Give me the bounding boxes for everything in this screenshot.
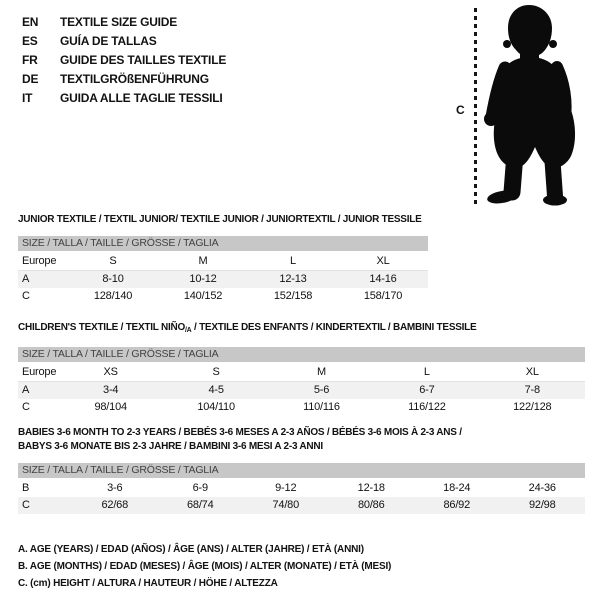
- lang-row-fr: [22, 51, 226, 70]
- size-column-header: XL: [525, 366, 539, 378]
- table-cell: 98/104: [94, 401, 127, 413]
- table-row-age: [18, 271, 428, 288]
- footnote-a: A. AGE (YEARS) / EDAD (AÑOS) / ÂGE (ANS) / ALTER (JAHRE) / ETÀ (ANNI): [18, 544, 364, 555]
- lang-title: GUIDE DES TAILLES TEXTILE: [60, 53, 227, 67]
- title-line-2: BABYS 3-6 MONATE BIS 2-3 JAHRE / BAMBINI 3-6 MESI A 2-3 ANNI: [18, 441, 323, 452]
- size-column-header: S: [109, 255, 117, 267]
- table-cell: 128/140: [93, 290, 133, 302]
- children-table-title: [18, 321, 585, 338]
- region-label: Europe: [22, 366, 57, 378]
- table-header-row: [18, 253, 428, 271]
- table-cell: 62/68: [101, 499, 129, 511]
- size-column-header: XS: [103, 366, 118, 378]
- table-row-height: [18, 399, 585, 416]
- language-title-list: [22, 13, 226, 108]
- children-textile-table: [18, 321, 585, 416]
- lang-code: EN: [22, 15, 39, 29]
- lang-code: IT: [22, 91, 33, 105]
- lang-code: FR: [22, 53, 38, 67]
- table-cell: 74/80: [272, 499, 300, 511]
- size-column-header: XL: [376, 255, 390, 267]
- table-cell: 5-6: [313, 384, 330, 396]
- table-cell: 8-10: [102, 273, 124, 285]
- region-label: Europe: [22, 255, 57, 267]
- row-label: C: [22, 499, 30, 511]
- table-cell: 12-18: [357, 482, 385, 494]
- title-text: / TEXTILE DES ENFANTS / KINDERTEXTIL / BAMBINI TESSILE: [191, 322, 477, 333]
- table-cell: 158/170: [363, 290, 403, 302]
- lang-row-es: [22, 32, 226, 51]
- size-column-header: S: [212, 366, 220, 378]
- junior-textile-table: [18, 213, 428, 305]
- table-cell: 6-7: [419, 384, 435, 396]
- table-cell: 3-4: [103, 384, 119, 396]
- lang-title: GUIDA ALLE TAGLIE TESSILI: [60, 91, 223, 105]
- lang-title: GUÍA DE TALLAS: [60, 34, 157, 48]
- table-cell: 68/74: [186, 499, 214, 511]
- table-cell: 7-8: [524, 384, 540, 396]
- table-cell: 122/128: [513, 401, 552, 413]
- size-column-header: L: [423, 366, 430, 378]
- row-label: C: [22, 290, 30, 302]
- table-cell: 92/98: [528, 499, 556, 511]
- lang-row-en: [22, 13, 226, 32]
- size-header-bar: SIZE / TALLA / TAILLE / GRÖSSE / TAGLIA: [18, 236, 428, 251]
- table-cell: 18-24: [443, 482, 471, 494]
- table-cell: 10-12: [189, 273, 217, 285]
- size-column-header: L: [290, 255, 296, 267]
- table-cell: 4-5: [208, 384, 224, 396]
- table-row-height: [18, 497, 585, 514]
- table-cell: 80/86: [357, 499, 385, 511]
- table-cell: 110/116: [303, 401, 340, 413]
- table-cell: 140/152: [183, 290, 223, 302]
- table-cell: 104/110: [197, 401, 235, 413]
- row-label: A: [22, 384, 30, 396]
- table-row-height: [18, 288, 428, 305]
- table-cell: 152/158: [273, 290, 313, 302]
- height-dotted-line: [474, 8, 477, 204]
- table-cell: 12-13: [279, 273, 307, 285]
- table-cell: 3-6: [107, 482, 123, 494]
- footnote-c: C. (cm) HEIGHT / ALTURA / HAUTEUR / HÖHE / ALTEZZA: [18, 578, 278, 589]
- lang-title: TEXTILE SIZE GUIDE: [60, 15, 178, 29]
- lang-code: DE: [22, 72, 39, 86]
- size-column-header: M: [198, 255, 208, 267]
- table-cell: 14-16: [369, 273, 397, 285]
- lang-row-de: [22, 70, 226, 89]
- table-row-age: [18, 382, 585, 399]
- babies-textile-table: [18, 426, 585, 514]
- title-text: CHILDREN'S TEXTILE / TEXTIL NIÑO: [18, 322, 185, 333]
- table-cell: 9-12: [275, 482, 297, 494]
- lang-title: TEXTILGRÖßENFÜHRUNG: [60, 72, 209, 86]
- size-column-header: M: [317, 366, 326, 378]
- title-line-1: BABIES 3-6 MONTH TO 2-3 YEARS / BEBÉS 3-6 MESES A 2-3 AÑOS / BÉBÉS 3-6 MOIS À 2-3 ANS /: [18, 427, 462, 438]
- size-header-bar: SIZE / TALLA / TAILLE / GRÖSSE / TAGLIA: [18, 463, 585, 478]
- title-subscript: /A: [184, 327, 192, 334]
- table-cell: 86/92: [443, 499, 471, 511]
- table-header-row: [18, 364, 585, 382]
- legend-footnotes: [18, 541, 391, 592]
- junior-table-title: JUNIOR TEXTILE / TEXTIL JUNIOR/ TEXTILE JUNIOR / JUNIORTEXTIL / JUNIOR TESSILE: [18, 214, 422, 225]
- table-cell: 24-36: [528, 482, 556, 494]
- lang-row-it: [22, 89, 226, 108]
- row-label: B: [22, 482, 30, 494]
- footnote-b: B. AGE (MONTHS) / EDAD (MESES) / ÂGE (MOIS) / ALTER (MONATE) / ETÀ (MESI): [18, 561, 392, 572]
- row-label: C: [22, 401, 30, 413]
- table-cell: 116/122: [408, 401, 446, 413]
- row-label: A: [22, 273, 30, 285]
- table-cell: 6-9: [192, 482, 208, 494]
- size-header-bar: SIZE / TALLA / TAILLE / GRÖSSE / TAGLIA: [18, 347, 585, 362]
- baby-silhouette-icon: [481, 4, 594, 207]
- height-measure-label: C: [456, 103, 465, 117]
- table-row-age-months: [18, 480, 585, 497]
- lang-code: ES: [22, 34, 38, 48]
- babies-table-title: [18, 426, 585, 454]
